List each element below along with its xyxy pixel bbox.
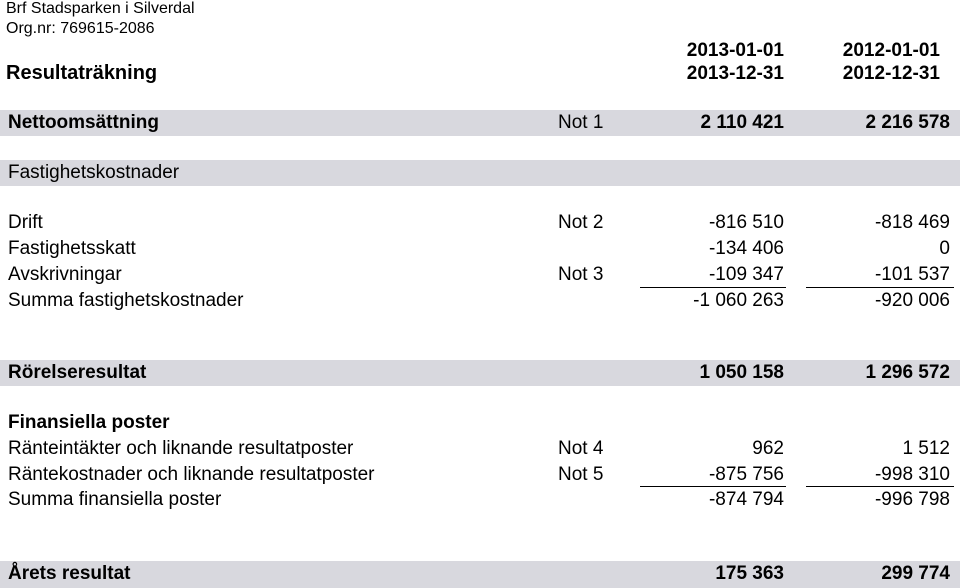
row-note: Not 1	[558, 112, 604, 133]
row-label: Fastighetsskatt	[8, 238, 136, 259]
organization-number: Org.nr: 769615-2086	[6, 20, 155, 37]
row-value-2013: 175 363	[715, 563, 784, 584]
period-2012-start: 2012-01-01	[842, 40, 940, 61]
row-nettoomsattning	[0, 110, 960, 136]
row-summa-finansiella-poster	[0, 487, 960, 513]
row-value-2012: 1 512	[902, 438, 950, 459]
row-value-2012: -998 310	[874, 464, 950, 485]
row-label: Summa finansiella poster	[8, 489, 222, 510]
row-value-2013: -874 794	[708, 489, 784, 510]
row-value-2013: -109 347	[708, 264, 784, 285]
row-label: Summa fastighetskostnader	[8, 290, 244, 311]
row-label: Ränteintäkter och liknande resultatposter	[8, 438, 354, 459]
row-label: Nettoomsättning	[8, 112, 159, 133]
row-value-2012: -101 537	[874, 264, 950, 285]
row-note: Not 5	[558, 464, 604, 485]
row-value-2013: -816 510	[708, 212, 784, 233]
row-label: Räntekostnader och liknande resultatposter	[8, 464, 375, 485]
period-2013-start: 2013-01-01	[686, 40, 784, 61]
row-label: Rörelseresultat	[8, 362, 147, 383]
row-note: Not 2	[558, 212, 604, 233]
row-label: Drift	[8, 212, 43, 233]
row-value-2012: -920 006	[874, 290, 950, 311]
section-fastighetskostnader	[0, 160, 960, 186]
row-value-2013: 1 050 158	[699, 362, 784, 383]
section-heading: Fastighetskostnader	[8, 162, 180, 183]
page-title: Resultaträkning	[6, 62, 158, 84]
row-summa-fastighetskostnader	[0, 288, 960, 314]
row-value-2013: 2 110 421	[700, 112, 784, 133]
organization-name: Brf Stadsparken i Silverdal	[6, 0, 195, 17]
row-value-2013: 962	[752, 438, 784, 459]
row-value-2012: 1 296 572	[865, 362, 950, 383]
row-note: Not 4	[558, 438, 604, 459]
row-value-2013: -134 406	[708, 238, 784, 259]
row-value-2012: 2 216 578	[865, 112, 950, 133]
row-value-2012: -818 469	[874, 212, 950, 233]
row-label: Avskrivningar	[8, 264, 122, 285]
row-rantekostnader	[0, 462, 960, 488]
section-finansiella-poster	[0, 410, 960, 436]
row-fastighetsskatt	[0, 236, 960, 262]
row-value-2012: 0	[939, 238, 950, 259]
row-ranteintakter	[0, 436, 960, 462]
row-drift	[0, 210, 960, 236]
row-value-2013: -875 756	[708, 464, 784, 485]
row-value-2012: -996 798	[874, 489, 950, 510]
row-label: Årets resultat	[8, 563, 131, 584]
row-avskrivningar	[0, 262, 960, 288]
row-note: Not 3	[558, 264, 604, 285]
section-heading: Finansiella poster	[8, 412, 170, 433]
row-value-2012: 299 774	[881, 563, 950, 584]
row-arets-resultat	[0, 561, 960, 588]
row-value-2013: -1 060 263	[693, 290, 784, 311]
row-rorelseresultat	[0, 360, 960, 386]
period-2013-end: 2013-12-31	[686, 63, 784, 84]
period-2012-end: 2012-12-31	[842, 63, 940, 84]
